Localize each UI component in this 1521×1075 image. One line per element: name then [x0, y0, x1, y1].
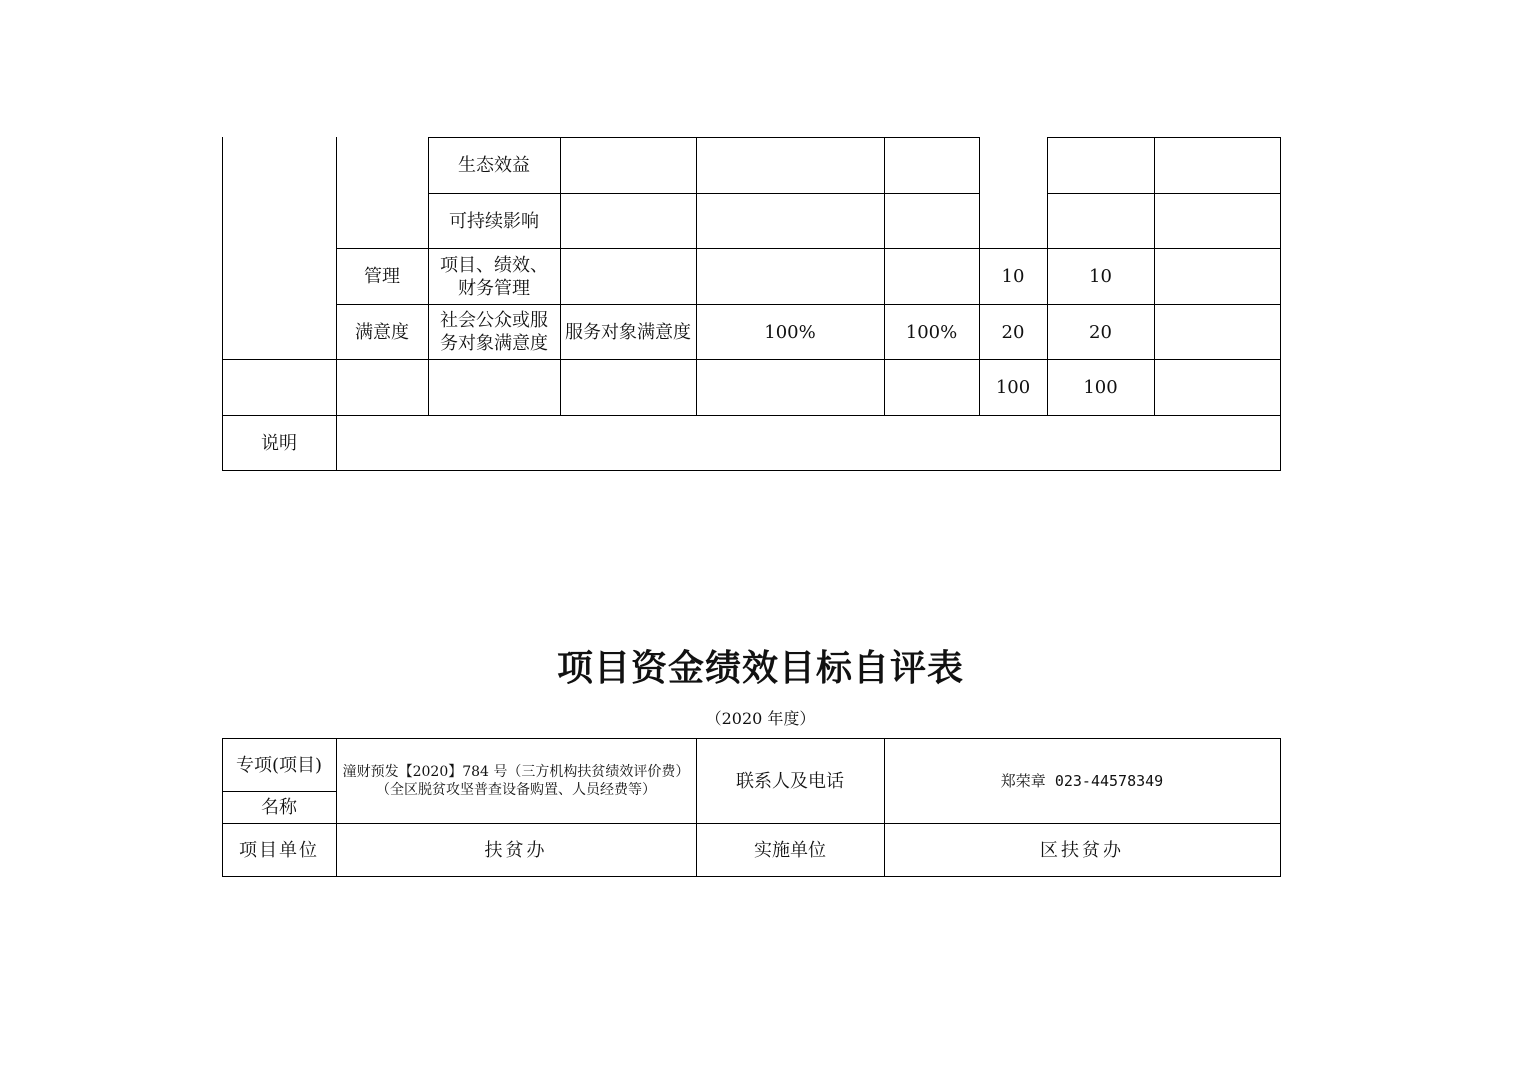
- target-value-satisfaction: 100%: [764, 322, 816, 343]
- indicator-management-line1: 项目、绩效、: [440, 255, 548, 276]
- implementing-unit-value: 区扶贫办: [1040, 840, 1124, 861]
- indicator-eco: 生态效益: [458, 155, 530, 176]
- notes-label: 说明: [261, 433, 297, 454]
- contact-label: 联系人及电话: [736, 771, 844, 792]
- level2-management: 管理: [364, 266, 400, 287]
- indicator-satisfaction-line2: 务对象满意度: [440, 333, 548, 354]
- table-border: [884, 137, 885, 416]
- table-border: [222, 415, 1281, 416]
- project-name-value-line1: 潼财预发【2020】784 号（三方机构扶贫绩效评价费）: [342, 764, 690, 780]
- score-management: 10: [1089, 266, 1112, 287]
- table-border: [222, 823, 1281, 824]
- table-border: [1280, 738, 1281, 877]
- total-weight: 100: [995, 377, 1031, 398]
- implementing-unit-label: 实施单位: [754, 840, 826, 861]
- page-title: 项目资金绩效目标自评表: [556, 647, 964, 689]
- project-unit-label: 项目单位: [239, 840, 319, 861]
- table-border: [222, 137, 223, 471]
- year-subtitle: （2020 年度）: [705, 709, 816, 728]
- table-border: [336, 304, 1281, 305]
- project-name-label-line1: 专项(项目): [235, 755, 323, 776]
- table-border: [222, 470, 1281, 471]
- weight-management: 10: [1001, 266, 1025, 287]
- table-border: [696, 137, 697, 416]
- project-name-label-line2: 名称: [261, 797, 297, 818]
- indicator-sustainability: 可持续影响: [449, 211, 539, 232]
- project-unit-value: 扶贫办: [484, 840, 548, 861]
- table-border: [1047, 193, 1281, 194]
- project-name-value-line2: （全区脱贫攻坚普查设备购置、人员经费等）: [376, 782, 656, 798]
- level3-satisfaction: 服务对象满意度: [565, 322, 691, 343]
- contact-value: 郑荣章 023-44578349: [1000, 772, 1164, 790]
- indicator-satisfaction-line1: 社会公众或服: [440, 310, 548, 331]
- table-border: [222, 791, 336, 792]
- table-border: [428, 137, 980, 138]
- indicator-management-line2: 财务管理: [458, 278, 530, 299]
- score-satisfaction: 20: [1089, 322, 1112, 343]
- table-border: [1154, 137, 1155, 416]
- actual-value-satisfaction: 100%: [905, 322, 958, 343]
- table-border: [1047, 137, 1281, 138]
- table-border: [222, 738, 1281, 739]
- table-border: [428, 193, 980, 194]
- table-border: [222, 876, 1281, 877]
- weight-satisfaction: 20: [1001, 322, 1025, 343]
- total-score: 100: [1083, 377, 1118, 398]
- table-border: [222, 359, 1281, 360]
- table-border: [560, 137, 561, 416]
- level2-satisfaction: 满意度: [355, 322, 409, 343]
- table-border: [336, 248, 1281, 249]
